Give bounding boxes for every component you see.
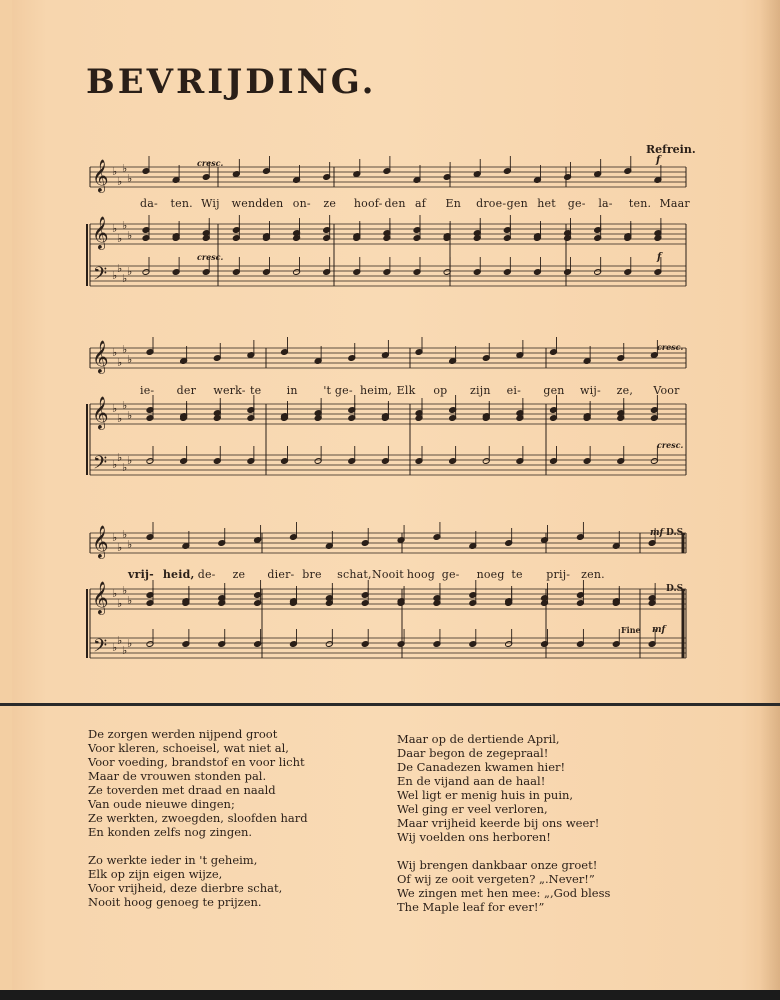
lyric-syllable: Nooit xyxy=(372,568,404,581)
bass-clef: 𝄢 xyxy=(93,453,108,478)
verse-line: Daar begon de zegepraal! xyxy=(397,746,549,760)
lyric-syllable: der xyxy=(176,384,197,397)
lyric-syllable: ge- xyxy=(441,568,460,581)
dynamic-cresc: cresc. xyxy=(197,158,224,168)
lyric-syllable: droe- xyxy=(476,197,507,210)
verses-left-column xyxy=(88,727,308,923)
dynamic-mf-piano: mf xyxy=(652,625,666,635)
lyric-syllable: ge- xyxy=(567,197,586,210)
lyric-syllable: hoog xyxy=(406,568,436,581)
lyric-syllable: te xyxy=(511,568,523,581)
verse-line: Zo werkte ieder in 't geheim, xyxy=(88,853,258,867)
key-signature-flat: ♭ xyxy=(122,219,128,232)
treble-clef: 𝄞 xyxy=(92,340,109,373)
key-signature-flat: ♭ xyxy=(112,641,118,654)
verse-line: Maar op de dertiende April, xyxy=(397,732,560,746)
lyric-syllable: En xyxy=(445,197,462,210)
dynamic-cresc-3: cresc. xyxy=(657,440,684,450)
lyric-syllable: noeg xyxy=(476,568,505,581)
verse-line: Wij voelden ons herboren! xyxy=(397,830,551,844)
lyric-syllable: hoof- xyxy=(353,197,383,210)
lyric-syllable: zen. xyxy=(581,568,605,581)
treble-clef: 𝄞 xyxy=(92,216,109,249)
key-signature-flat: ♭ xyxy=(127,265,133,278)
key-signature-flat: ♭ xyxy=(127,172,133,185)
lyric-syllable: dier- xyxy=(267,568,295,581)
key-signature-flat: ♭ xyxy=(127,454,133,467)
key-signature-flat: ♭ xyxy=(127,594,133,607)
verse-line: Van oude nieuwe dingen; xyxy=(88,797,235,811)
dynamic-mf: mf xyxy=(650,528,664,538)
dal-segno-label: D.S. xyxy=(666,528,686,538)
dal-segno-label-piano: D.S. xyxy=(666,584,686,594)
key-signature-flat: ♭ xyxy=(122,644,128,657)
lyric-syllable: Elk xyxy=(396,384,416,397)
lyric-syllable: vrij- xyxy=(128,568,154,581)
key-signature-flat: ♭ xyxy=(117,451,123,464)
verse-line: Maar vrijheid keerde bij ons weer! xyxy=(397,816,600,830)
key-signature-flat: ♭ xyxy=(117,412,123,425)
lyric-syllable: gen xyxy=(543,384,565,397)
lyric-syllable: in xyxy=(286,384,298,397)
lyric-syllable: het xyxy=(537,197,556,210)
dynamic-forte-piano: f xyxy=(657,252,662,263)
key-signature-flat: ♭ xyxy=(112,269,118,282)
lyric-syllable: prij- xyxy=(546,568,571,581)
lyric-syllable: la- xyxy=(598,197,613,210)
lyric-syllable: zijn xyxy=(470,384,491,397)
key-signature-flat: ♭ xyxy=(127,538,133,551)
verse-line: En konden zelfs nog zingen. xyxy=(88,825,253,839)
stanza-left-2 xyxy=(88,853,308,909)
lyric-syllable: da- xyxy=(140,197,158,210)
lyric-syllable: ze xyxy=(323,197,337,210)
lyric-syllable: ze xyxy=(232,568,246,581)
lyric-syllable: ei- xyxy=(506,384,522,397)
key-signature-flat: ♭ xyxy=(112,587,118,600)
scan-bottom-edge xyxy=(0,990,780,1000)
lyric-syllable: werk- xyxy=(213,384,246,397)
verse-line: We zingen met hen mee: „,God bless xyxy=(397,886,611,900)
refrain-label: Refrein. xyxy=(646,143,696,156)
key-signature-flat: ♭ xyxy=(112,531,118,544)
key-signature-flat: ♭ xyxy=(122,343,128,356)
verse-line: Ze werkten, zwoegden, sloofden hard xyxy=(88,811,308,825)
lyric-syllable: wij- xyxy=(580,384,601,397)
key-signature-flat: ♭ xyxy=(122,399,128,412)
lyric-syllable: wend- xyxy=(231,197,267,210)
dynamic-forte: f xyxy=(656,155,661,166)
verse-line: Ze toverden met draad en naald xyxy=(88,783,276,797)
key-signature-flat: ♭ xyxy=(122,272,128,285)
lyric-syllable: gen xyxy=(506,197,528,210)
verse-line: Wij brengen dankbaar onze groet! xyxy=(397,858,598,872)
lyric-syllable: ten. xyxy=(170,197,193,210)
verse-line: Voor vrijheid, deze dierbre schat, xyxy=(88,881,283,895)
key-signature-flat: ♭ xyxy=(122,584,128,597)
lyric-syllable: bre xyxy=(302,568,322,581)
bass-clef: 𝄢 xyxy=(93,636,108,661)
lyric-syllable: af xyxy=(415,197,427,210)
stanza-left-1 xyxy=(88,727,308,839)
key-signature-flat: ♭ xyxy=(117,232,123,245)
key-signature-flat: ♭ xyxy=(117,597,123,610)
dynamic-cresc-piano: cresc. xyxy=(197,252,224,262)
treble-clef: 𝄞 xyxy=(92,581,109,614)
lyric-syllable: ze, xyxy=(616,384,634,397)
stanza-right-2 xyxy=(397,858,610,914)
key-signature-flat: ♭ xyxy=(127,229,133,242)
verse-line: The Maple leaf for ever!” xyxy=(397,900,545,914)
lyric-syllable: ie- xyxy=(140,384,155,397)
lyric-syllable: den xyxy=(384,197,406,210)
verse-line: Nooit hoog genoeg te prijzen. xyxy=(88,895,262,909)
verse-line: En de vijand aan de haal! xyxy=(397,774,546,788)
lyric-syllable: on- xyxy=(292,197,311,210)
verse-line: Elk op zijn eigen wijze, xyxy=(88,867,223,881)
verse-line: De zorgen werden nijpend groot xyxy=(88,727,278,741)
key-signature-flat: ♭ xyxy=(112,222,118,235)
verse-line: Maar de vrouwen stonden pal. xyxy=(88,769,267,783)
key-signature-flat: ♭ xyxy=(117,262,123,275)
song-title: BEVRIJDING. xyxy=(86,62,377,102)
section-divider xyxy=(0,703,780,706)
verses-right-column xyxy=(397,732,610,928)
dynamic-cresc-2: cresc. xyxy=(657,342,684,352)
fine-label: Fine xyxy=(621,625,641,635)
key-signature-flat: ♭ xyxy=(122,528,128,541)
verse-line: Voor voeding, brandstof en voor licht xyxy=(88,755,305,769)
key-signature-flat: ♭ xyxy=(122,461,128,474)
verse-line: Wel ging er veel verloren, xyxy=(397,802,548,816)
lyric-syllable: schat, xyxy=(337,568,372,581)
stanza-right-1 xyxy=(397,732,610,844)
verse-line: Of wij ze ooit vergeten? „.Never!” xyxy=(397,872,595,886)
lyric-syllable: Voor xyxy=(653,384,680,397)
key-signature-flat: ♭ xyxy=(117,541,123,554)
verse-line: Voor kleren, schoeisel, wat niet al, xyxy=(88,741,289,755)
lyric-syllable: den xyxy=(262,197,284,210)
treble-clef: 𝄞 xyxy=(92,396,109,429)
bass-clef: 𝄢 xyxy=(93,264,108,289)
key-signature-flat: ♭ xyxy=(112,346,118,359)
treble-clef: 𝄞 xyxy=(92,159,109,192)
lyric-syllable: heim, xyxy=(360,384,393,397)
verse-line: De Canadezen kwamen hier! xyxy=(397,760,566,774)
lyric-syllable: de- xyxy=(197,568,216,581)
lyric-syllable: Wij xyxy=(201,197,220,210)
verse-line: Wel ligt er menig huis in puin, xyxy=(397,788,574,802)
lyric-syllable: op xyxy=(433,384,448,397)
key-signature-flat: ♭ xyxy=(112,458,118,471)
key-signature-flat: ♭ xyxy=(127,409,133,422)
lyric-syllable: 't ge- xyxy=(323,384,353,397)
key-signature-flat: ♭ xyxy=(127,353,133,366)
key-signature-flat: ♭ xyxy=(127,637,133,650)
key-signature-flat: ♭ xyxy=(112,402,118,415)
key-signature-flat: ♭ xyxy=(122,162,128,175)
lyric-syllable: heid, xyxy=(162,568,195,581)
key-signature-flat: ♭ xyxy=(117,356,123,369)
lyric-syllable: te xyxy=(250,384,262,397)
key-signature-flat: ♭ xyxy=(112,165,118,178)
key-signature-flat: ♭ xyxy=(117,175,123,188)
key-signature-flat: ♭ xyxy=(117,634,123,647)
lyric-syllable: Maar xyxy=(659,197,690,210)
lyric-syllable: ten. xyxy=(628,197,652,210)
treble-clef: 𝄞 xyxy=(92,525,109,558)
